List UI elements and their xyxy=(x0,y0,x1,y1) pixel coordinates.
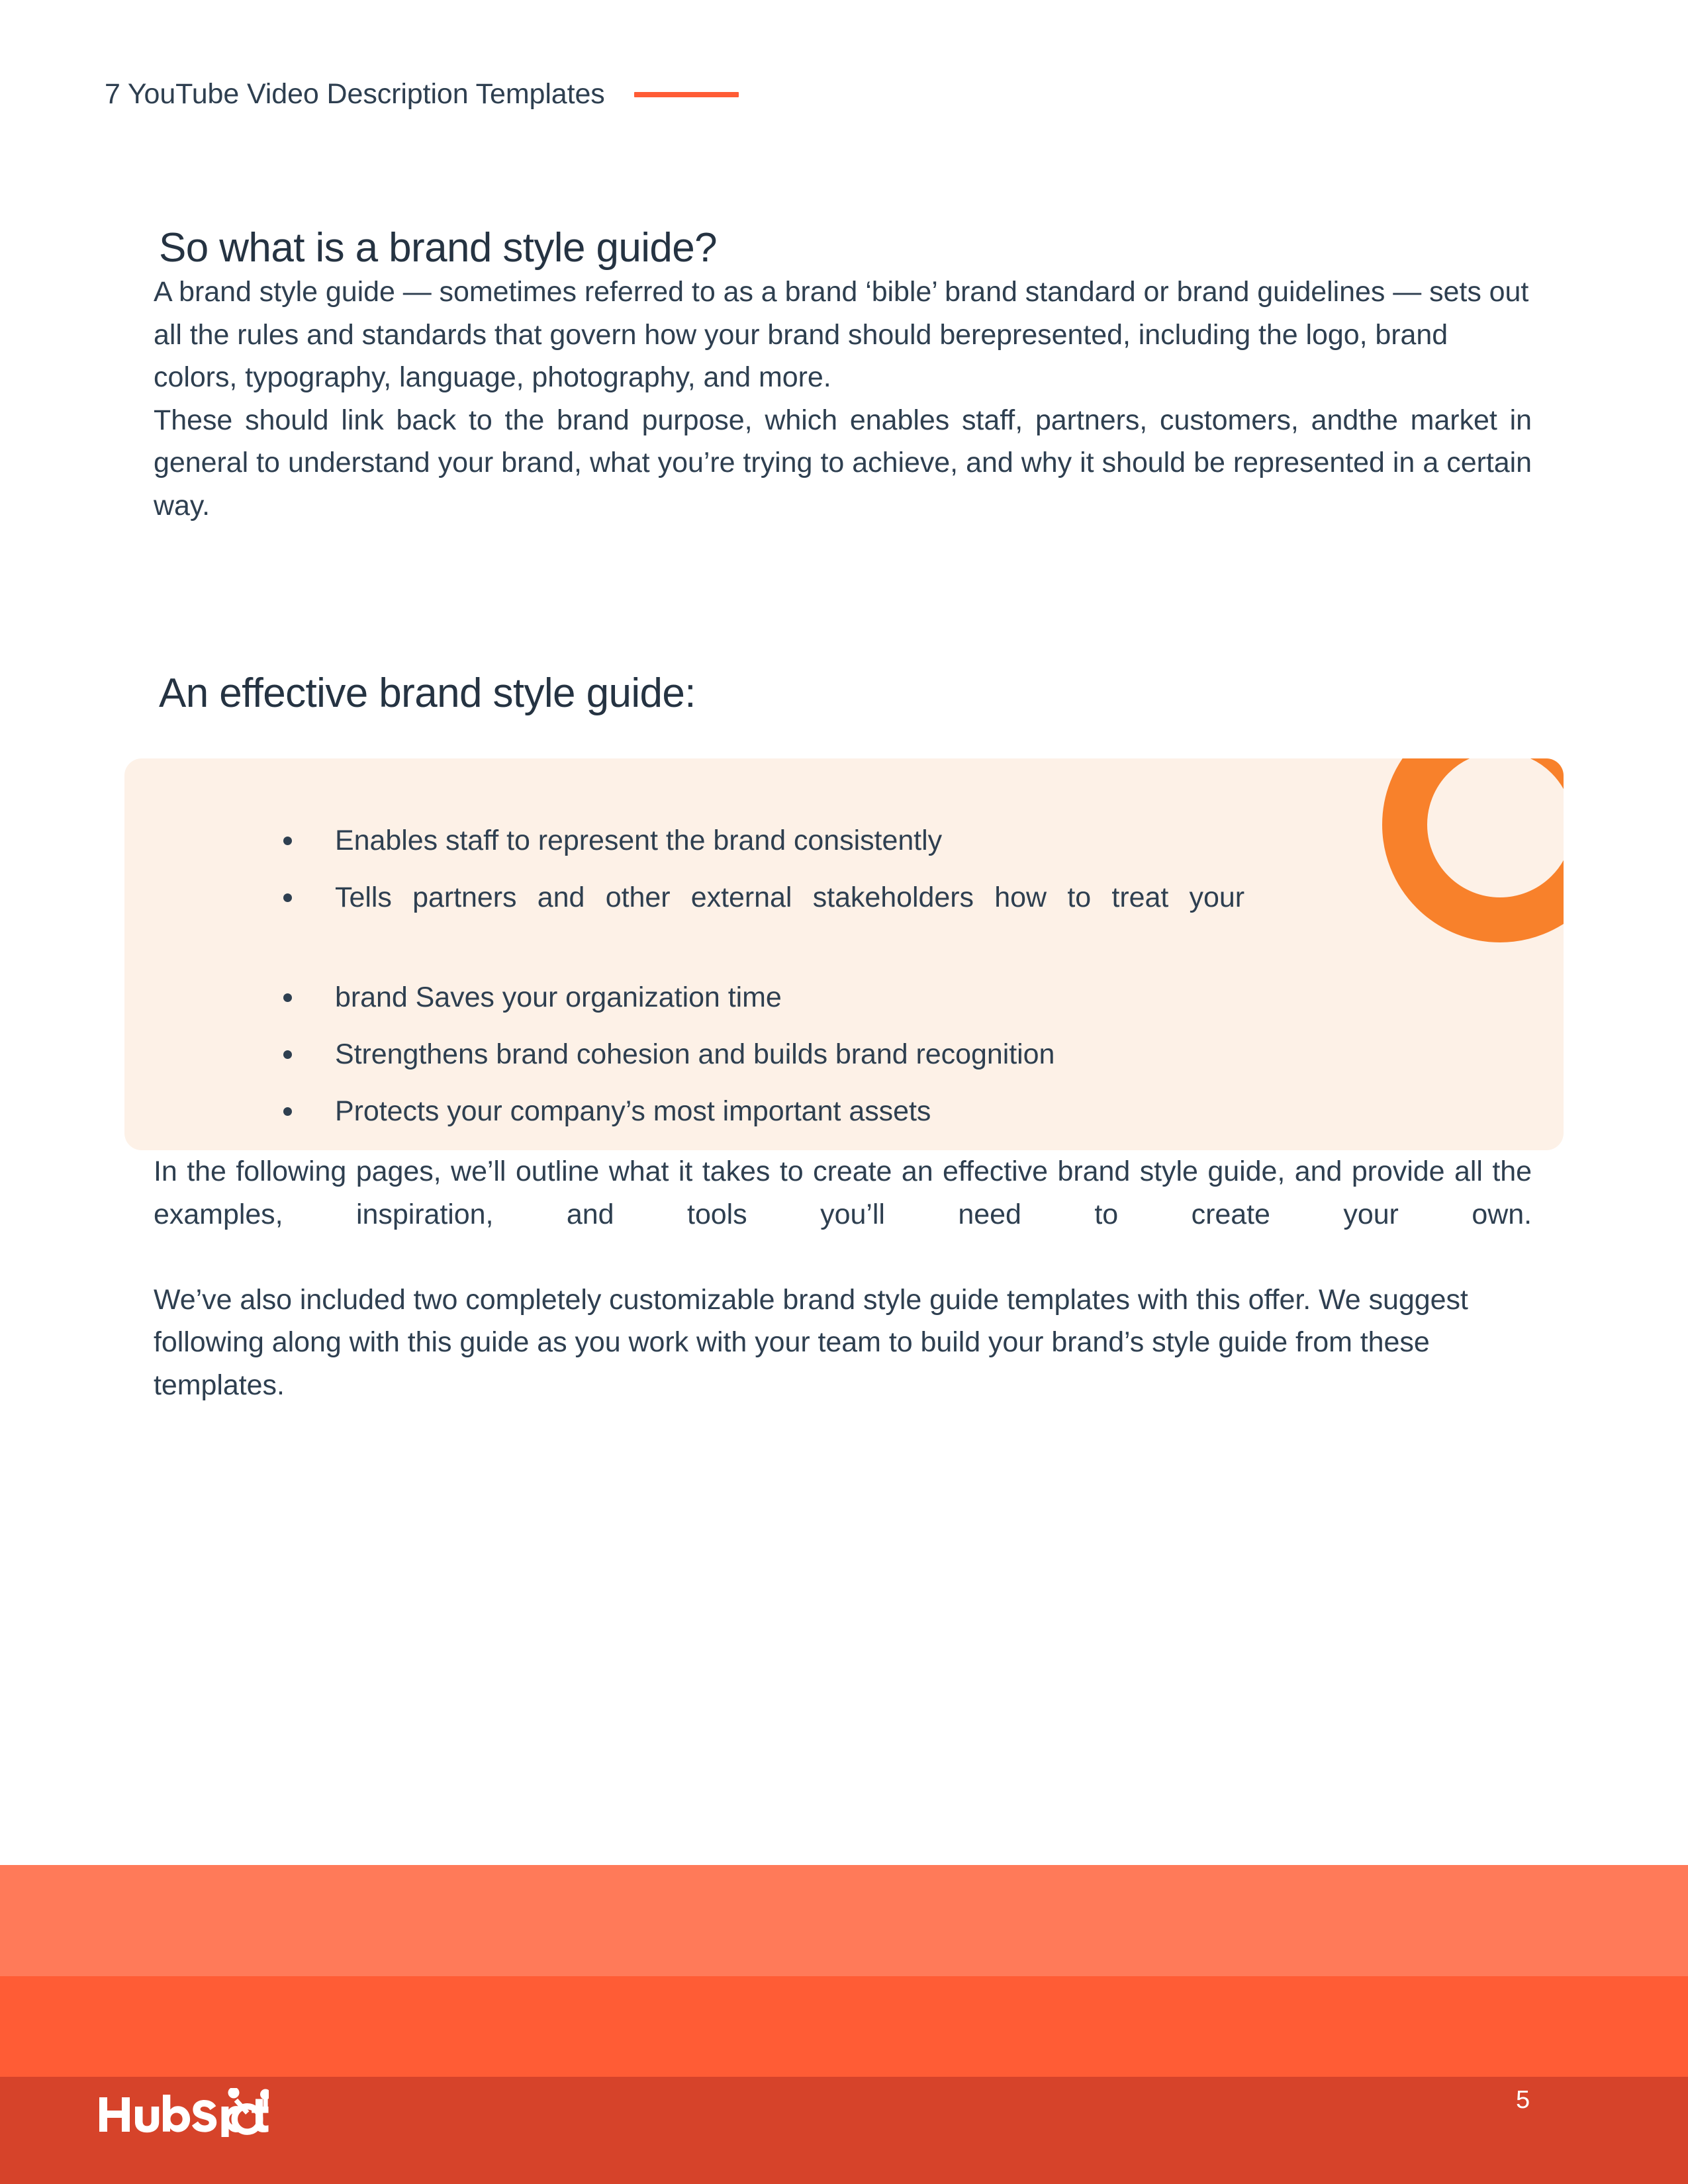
hubspot-logo-icon xyxy=(98,2088,269,2137)
bullet-dot-icon xyxy=(283,1107,292,1116)
list-item-label: Enables staff to represent the brand consistently xyxy=(335,825,943,857)
highlight-card xyxy=(124,758,1564,1150)
list-item-label: Strengthens brand cohesion and builds brand recognition xyxy=(335,1038,1055,1071)
section-2 xyxy=(159,670,1532,716)
paragraph-brand-purpose: These should link back to the brand purpose, which enables staff, partners, customers, andthe market in general to understand your brand, what you’re trying to achieve, and why it should be represented in a certain way. xyxy=(154,404,1532,522)
page-number: 5 xyxy=(1516,2086,1530,2114)
list-item xyxy=(283,1090,1244,1133)
running-header xyxy=(105,78,739,111)
bullet-dot-icon xyxy=(283,1050,292,1059)
footer-band-mid xyxy=(0,1976,1688,2077)
footer-band-light xyxy=(0,1865,1688,1976)
list-item-label: brand Saves your organization time xyxy=(335,981,782,1014)
section-1 xyxy=(159,225,1532,271)
bullet-dot-icon xyxy=(283,993,292,1002)
list-item xyxy=(283,1033,1244,1076)
page-content xyxy=(154,225,1532,1406)
benefits-bullet-list xyxy=(283,819,1244,1150)
section-heading-what-is-brand-style-guide: So what is a brand style guide? xyxy=(159,225,718,271)
orange-arc-decoration-icon xyxy=(1382,758,1564,942)
paragraph-definition: A brand style guide — sometimes referred to as a brand ‘bible’ brand standard or brand guidelines — sets out all the rules and standards that govern how your brand should berepresented, including the logo, brand colors, typography, language, photography, and more. xyxy=(154,276,1529,394)
list-item-label: Protects your company’s most important assets xyxy=(335,1095,931,1127)
header-rule-divider xyxy=(634,92,739,97)
paragraph-following-pages: In the following pages, we’ll outline what it takes to create an effective brand style guide, and provide all the examples, inspiration, and tools you’ll need to create your own. xyxy=(154,1156,1532,1230)
list-item xyxy=(283,819,1244,862)
list-item-label: Tells partners and other external stakeholders how to treat your xyxy=(335,882,1244,914)
section-heading-effective-brand-style-guide: An effective brand style guide: xyxy=(159,670,696,716)
bullet-dot-icon xyxy=(283,893,292,902)
paragraph-templates-included: We’ve also included two completely customizable brand style guide templates with this offer. We suggest following along with this guide as you work with your team to build your brand’s style guide from these templates. xyxy=(154,1283,1468,1401)
list-item xyxy=(283,1147,1244,1150)
list-item xyxy=(283,876,1244,962)
list-item xyxy=(283,976,1244,1019)
bullet-dot-icon xyxy=(283,837,292,845)
running-header-title: 7 YouTube Video Description Templates xyxy=(105,78,605,110)
